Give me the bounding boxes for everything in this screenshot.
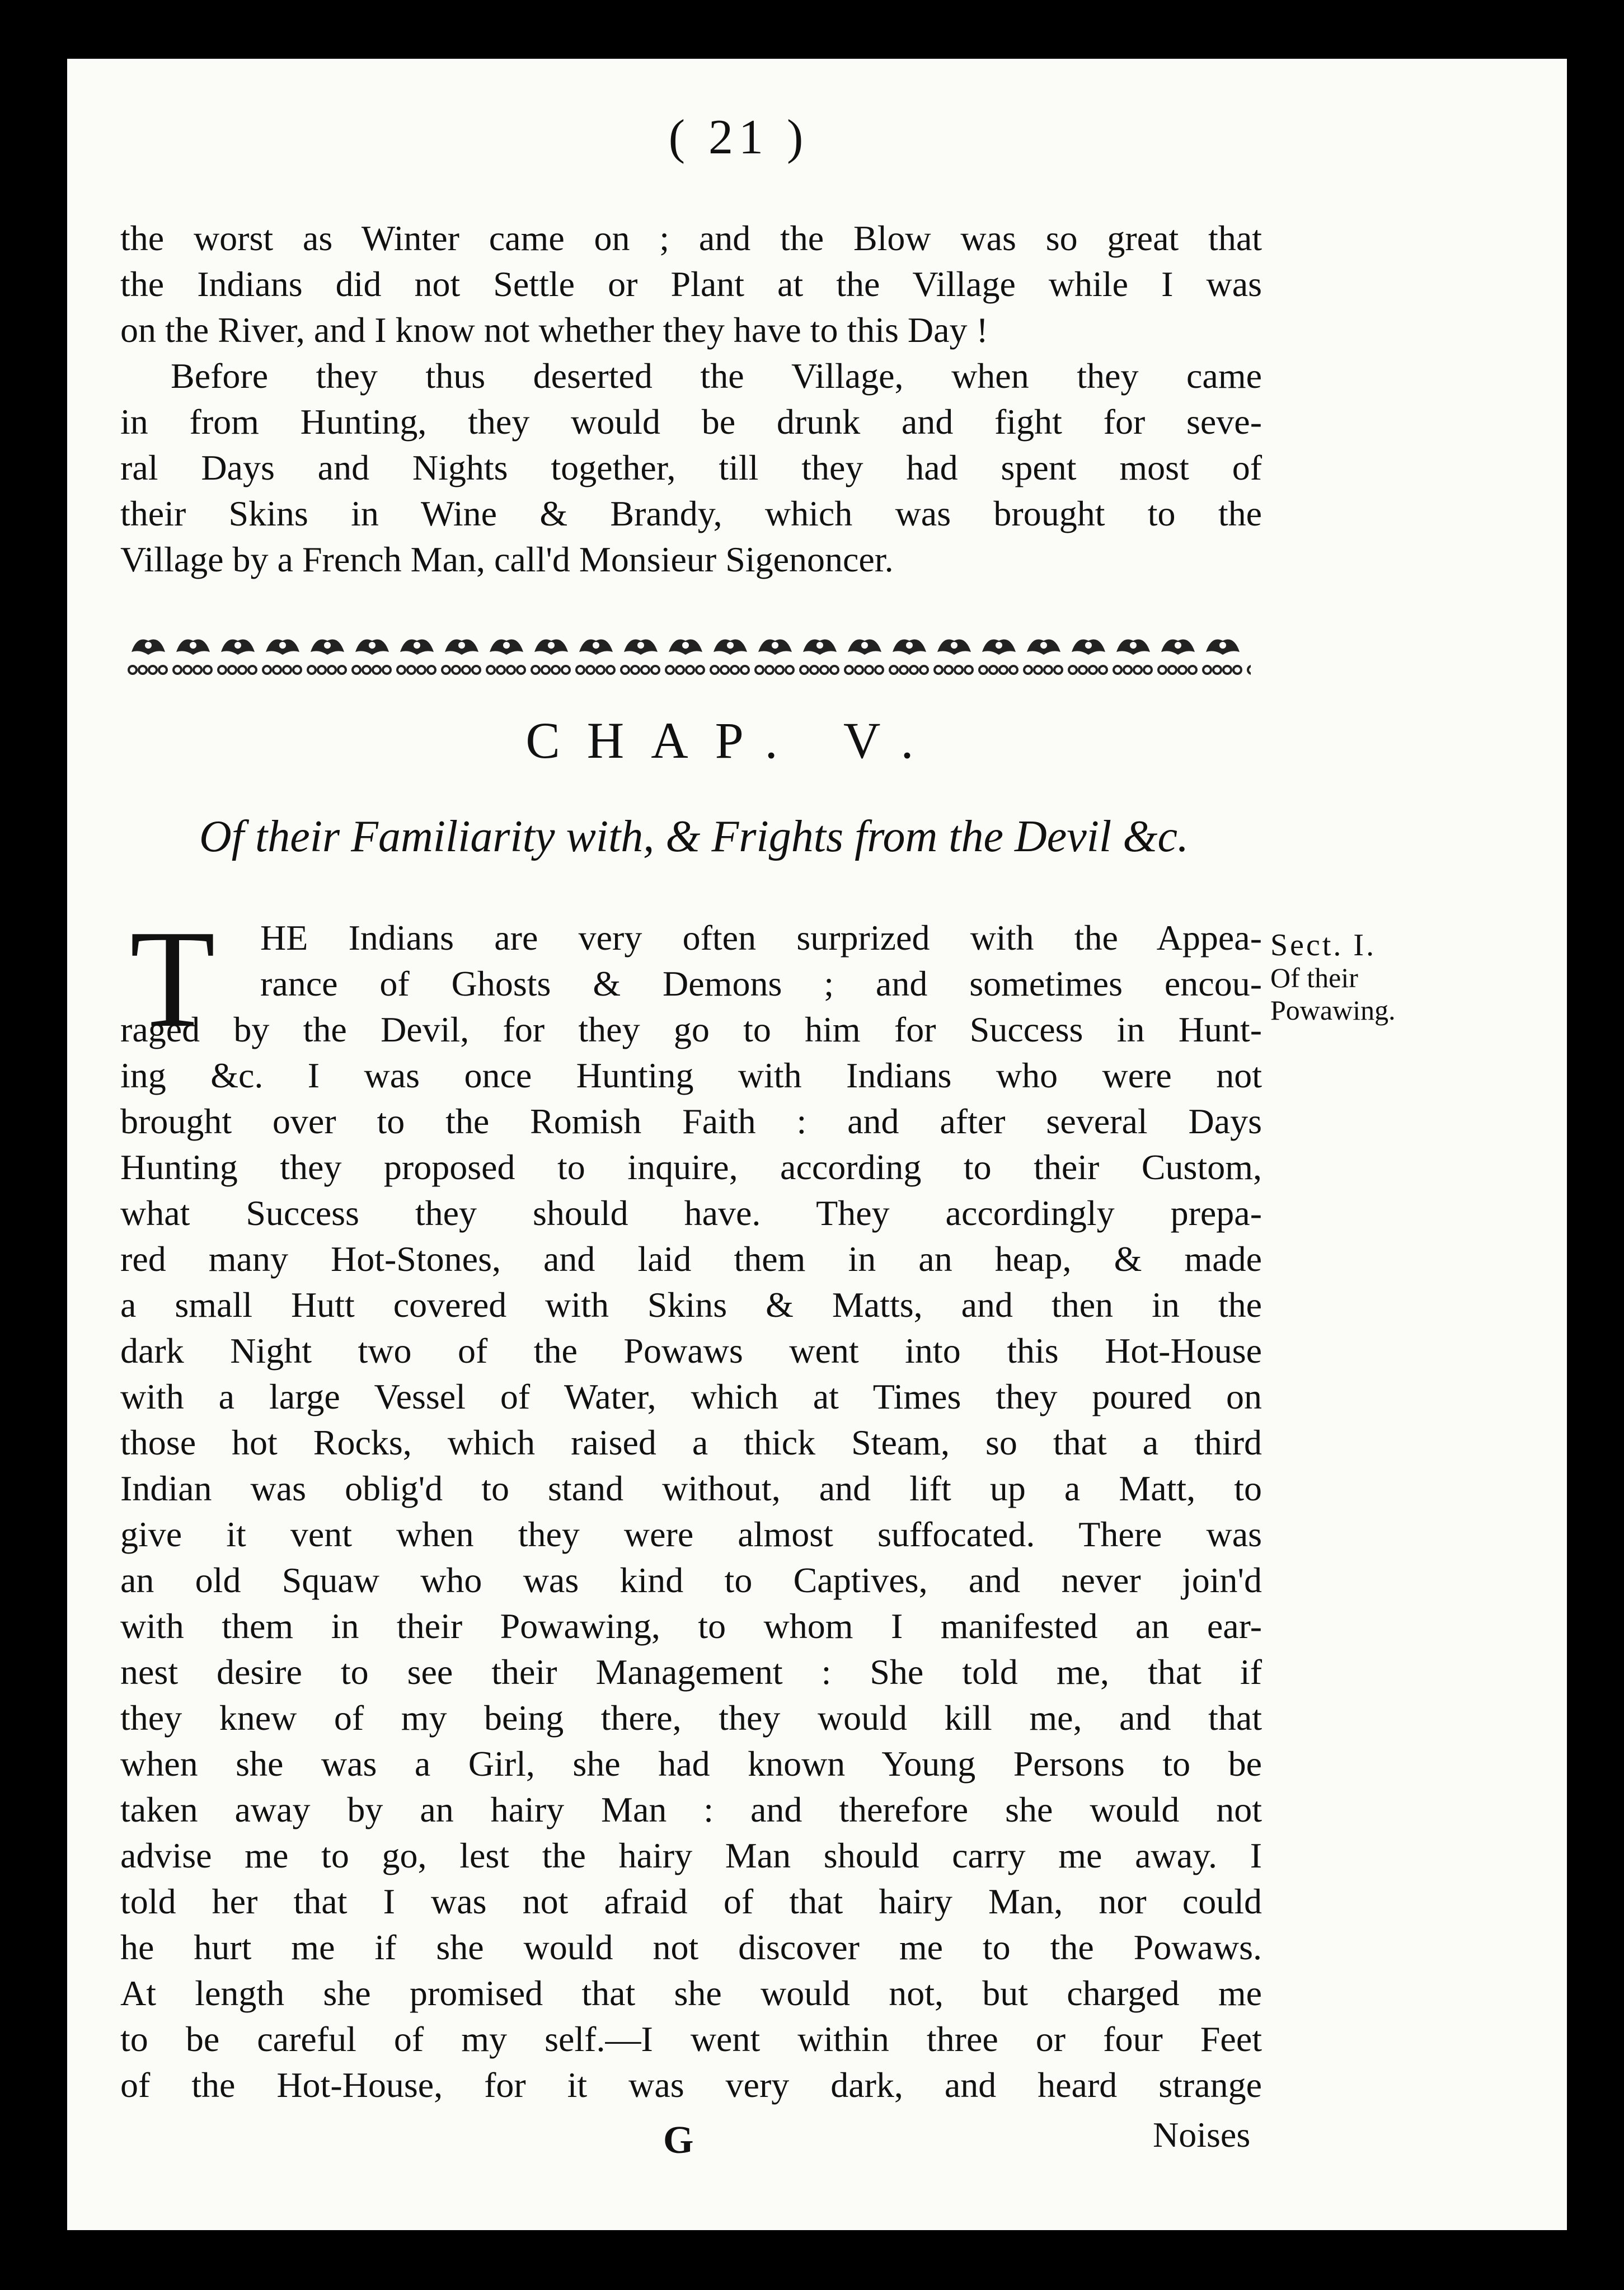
- drop-cap: T: [130, 902, 215, 1057]
- text-line: he hurt me if she would not discover me to the Powaws.: [120, 1927, 1262, 1967]
- text-line: ing &c. I was once Hunting with Indians who were not: [120, 1055, 1262, 1095]
- text-line: on the River, and I know not whether they have to this Day !: [120, 310, 988, 350]
- text-line: when she was a Girl, she had known Young Persons to be: [120, 1744, 1262, 1784]
- text-line: brought over to the Romish Faith : and after several Days: [120, 1101, 1262, 1141]
- text-line: Village by a French Man, call'd Monsieur Sigenoncer.: [120, 539, 894, 579]
- text-line: ral Days and Nights together, till they had spent most of: [120, 448, 1262, 487]
- catchword: Noises: [1153, 2115, 1251, 2155]
- text-line: raged by the Devil, for they go to him for Success in Hunt-: [120, 1010, 1262, 1049]
- text-line: those hot Rocks, which raised a thick Steam, so that a third: [120, 1423, 1262, 1462]
- text-line: advise me to go, lest the hairy Man should carry me away. I: [120, 1836, 1262, 1875]
- top-paragraphs: [120, 215, 1262, 583]
- text-line: in from Hunting, they would be drunk and fight for seve-: [120, 402, 1262, 442]
- text-line: dark Night two of the Powaws went into this Hot-House: [120, 1331, 1262, 1371]
- ornament-divider: [126, 630, 1251, 680]
- text-line: Before they thus deserted the Village, when they came: [171, 356, 1262, 396]
- text-line: HE Indians are very often surprized with the Appea-: [260, 918, 1262, 958]
- text-line: Hunting they proposed to inquire, according to their Custom,: [120, 1147, 1262, 1187]
- text-line: with them in their Powawing, to whom I manifested an ear-: [120, 1606, 1262, 1646]
- main-paragraph: [120, 902, 1262, 2108]
- text-line: to be careful of my self.—I went within three or four Feet: [120, 2019, 1262, 2059]
- text-line: they knew of my being there, they would kill me, and that: [120, 1698, 1262, 1738]
- text-line: rance of Ghosts & Demons ; and sometimes encou-: [260, 964, 1262, 1003]
- text-line: told her that I was not afraid of that hairy Man, nor could: [120, 1881, 1262, 1921]
- text-line: a small Hutt covered with Skins & Matts, and then in the: [120, 1285, 1262, 1325]
- text-line: Indian was oblig'd to stand without, and lift up a Matt, to: [120, 1468, 1262, 1508]
- text-line: what Success they should have. They accordingly prepa-: [120, 1193, 1262, 1233]
- page-number: ( 21 ): [668, 110, 809, 165]
- text-line: the Indians did not Settle or Plant at the Village while I was: [120, 264, 1262, 304]
- text-line: the worst as Winter came on ; and the Blow was so great that: [120, 218, 1262, 258]
- margin-note-title: Sect. I.: [1270, 928, 1377, 963]
- text-line: taken away by an hairy Man : and therefore she would not: [120, 1790, 1262, 1829]
- margin-note-text: Of their Powawing.: [1270, 962, 1396, 1026]
- text-line: of the Hot-House, for it was very dark, and heard strange: [120, 2065, 1262, 2105]
- text-line: their Skins in Wine & Brandy, which was brought to the: [120, 494, 1262, 533]
- chapter-heading: CHAP. V.: [525, 712, 941, 769]
- chapter-subtitle: Of their Familiarity with, & Frights from the Devil &c.: [199, 812, 1189, 861]
- text-line: with a large Vessel of Water, which at Times they poured on: [120, 1377, 1262, 1416]
- signature-mark: G: [663, 2119, 694, 2162]
- margin-note: [1270, 929, 1433, 1026]
- text-line: give it vent when they were almost suffocated. There was: [120, 1514, 1262, 1554]
- text-line: nest desire to see their Management : She told me, that if: [120, 1652, 1262, 1692]
- text-line: an old Squaw who was kind to Captives, and never join'd: [120, 1560, 1262, 1600]
- text-line: At length she promised that she would not, but charged me: [120, 1973, 1262, 2013]
- text-line: red many Hot-Stones, and laid them in an heap, & made: [120, 1239, 1262, 1279]
